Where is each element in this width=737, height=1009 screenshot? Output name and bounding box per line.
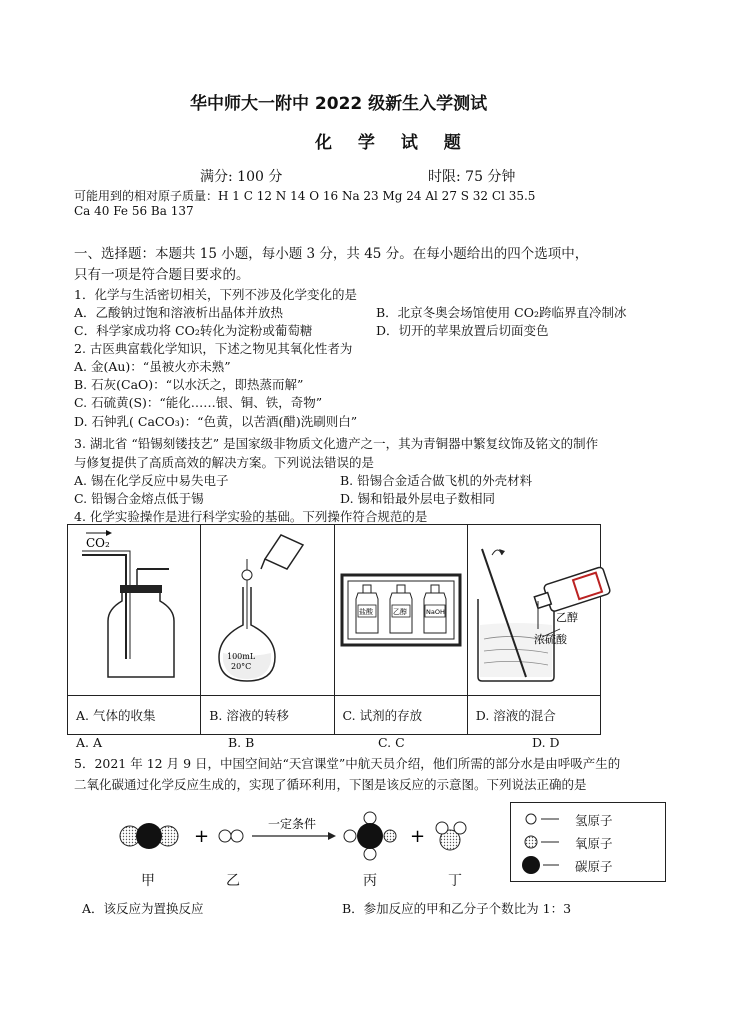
molecule-name-jia: 甲	[141, 873, 155, 889]
carbon-atom-icon	[522, 856, 540, 874]
gas-collection-apparatus-icon	[74, 529, 194, 689]
q4-caption-b: B. 溶液的转移	[201, 696, 334, 735]
oxygen-atom-icon	[525, 836, 537, 848]
q4-answer-c: C. C	[378, 735, 405, 750]
beaker-mixing-icon	[468, 529, 618, 689]
q1-option-c: C．科学家成功将 CO₂转化为淀粉或葡萄糖	[74, 323, 313, 338]
bottle-label-ethanol: 乙醇	[392, 607, 407, 616]
concentrated-acid-label: 浓硫酸	[533, 632, 567, 646]
exam-subtitle: 化 学 试 题	[315, 133, 471, 153]
section-instructions-line2: 只有一项是符合题目要求的。	[74, 267, 250, 283]
q3-stem-line1: 3. 湖北省 “铅锡刻镂技艺” 是国家级非物质文化遗产之一，其为青铜器中繁复纹饰及铭文的制作	[74, 436, 599, 451]
q3-option-a: A. 锡在化学反应中易失电子	[74, 473, 229, 488]
flask-temperature-label: 20°C	[231, 661, 252, 671]
q2-option-c: C. 石硫黄(S)：“能化……银、铜、铁，奇物”	[74, 395, 323, 410]
molecule-name-bing: 丙	[363, 873, 377, 889]
volumetric-flask-icon	[207, 529, 327, 689]
molecule-name-ding: 丁	[448, 873, 462, 889]
legend-oxygen: 氧原子	[575, 836, 613, 851]
q1-option-d: D．切开的苹果放置后切面变色	[376, 323, 549, 338]
reaction-condition: 一定条件	[268, 817, 317, 831]
q5-stem-line2: 二氧化碳通过化学反应生成的，实现了循环利用，下图是该反应的示意图。下列说法正确的是	[74, 777, 587, 792]
plus-sign-2: +	[410, 826, 426, 847]
q3-option-b: B. 铅锡合金适合做飞机的外壳材料	[340, 473, 533, 488]
q2-option-a: A. 金(Au)：“虽被火亦未熟”	[74, 359, 231, 374]
atom-legend	[510, 802, 666, 882]
q4-answer-a: A. A	[76, 735, 103, 750]
bottle-label-naoh: NaOH	[425, 607, 445, 616]
hydrogen-atom-icon	[526, 814, 536, 824]
q4-figure-d	[467, 525, 600, 696]
q2-option-d: D. 石钟乳( CaCO₃)：“色黄，以苦酒(醋)洗刷则白”	[74, 414, 358, 429]
q3-option-c: C. 铅锡合金熔点低于锡	[74, 491, 204, 506]
molecule-bing-icon	[344, 812, 396, 860]
atomic-masses-line2: Ca 40 Fe 56 Ba 137	[74, 204, 194, 218]
molecule-ding-icon	[436, 822, 466, 850]
plus-sign-1: +	[194, 826, 210, 847]
time-limit: 时限: 75 分钟	[428, 169, 516, 185]
q4-caption-a: A. 气体的收集	[68, 696, 201, 735]
q2-option-b: B. 石灰(CaO)：“以水沃之，即热蒸而解”	[74, 377, 304, 392]
exam-title: 华中师大一附中 2022 级新生入学测试	[190, 94, 488, 114]
q4-caption-c: C. 试剂的存放	[334, 696, 467, 735]
molecule-name-yi: 乙	[226, 873, 240, 889]
co2-label: CO₂	[86, 535, 110, 550]
q5-option-b: B．参加反应的甲和乙分子个数比为 1：3	[342, 901, 572, 916]
legend-hydrogen: 氢原子	[575, 813, 613, 828]
legend-symbols	[519, 809, 565, 875]
q4-answer-b: B. B	[228, 735, 255, 750]
q4-stem: 4. 化学实验操作是进行科学实验的基础。下列操作符合规范的是	[74, 509, 428, 524]
ethanol-label: 乙醇	[555, 610, 578, 624]
flask-volume-label: 100mL	[227, 651, 256, 661]
q3-option-d: D. 锡和铅最外层电子数相同	[340, 491, 496, 506]
q1-stem: 1．化学与生活密切相关，下列不涉及化学变化的是	[74, 287, 357, 302]
molecule-yi-icon	[219, 830, 243, 842]
q4-figure-table	[67, 524, 601, 735]
atomic-masses-line1: 可能用到的相对原子质量：H 1 C 12 N 14 O 16 Na 23 Mg 24 Al 27 S 32 Cl 35.5	[74, 189, 536, 203]
molecule-jia-icon	[120, 823, 178, 849]
q5-stem-line1: 5．2021 年 12 月 9 日，中国空间站“天宫课堂”中航天员介绍，他们所需的部分水是由呼吸产生的	[74, 756, 621, 771]
q4-answer-d: D. D	[532, 735, 560, 750]
q5-option-a: A．该反应为置换反应	[82, 901, 204, 916]
q4-figure-c	[334, 525, 467, 696]
reaction-diagram	[110, 808, 500, 866]
q3-stem-line2: 与修复提供了高质高效的解决方案。下列说法错误的是	[74, 455, 375, 470]
full-score: 满分: 100 分	[200, 169, 283, 185]
reagent-cabinet-icon	[336, 529, 466, 689]
section-instructions-line1: 一、选择题：本题共 15 小题，每小题 3 分，共 45 分。在每小题给出的四个选项中，	[74, 246, 589, 262]
q4-figure-a	[68, 525, 201, 696]
legend-carbon: 碳原子	[575, 859, 613, 874]
q4-figure-b	[201, 525, 334, 696]
q4-caption-d: D. 溶液的混合	[467, 696, 600, 735]
bottle-label-hcl: 盐酸	[358, 607, 373, 616]
q1-option-b: B．北京冬奥会场馆使用 CO₂跨临界直冷制冰	[376, 305, 627, 320]
q1-option-a: A．乙酸钠过饱和溶液析出晶体并放热	[74, 305, 284, 320]
q2-stem: 2. 古医典富载化学知识，下述之物见其氧化性者为	[74, 341, 353, 356]
